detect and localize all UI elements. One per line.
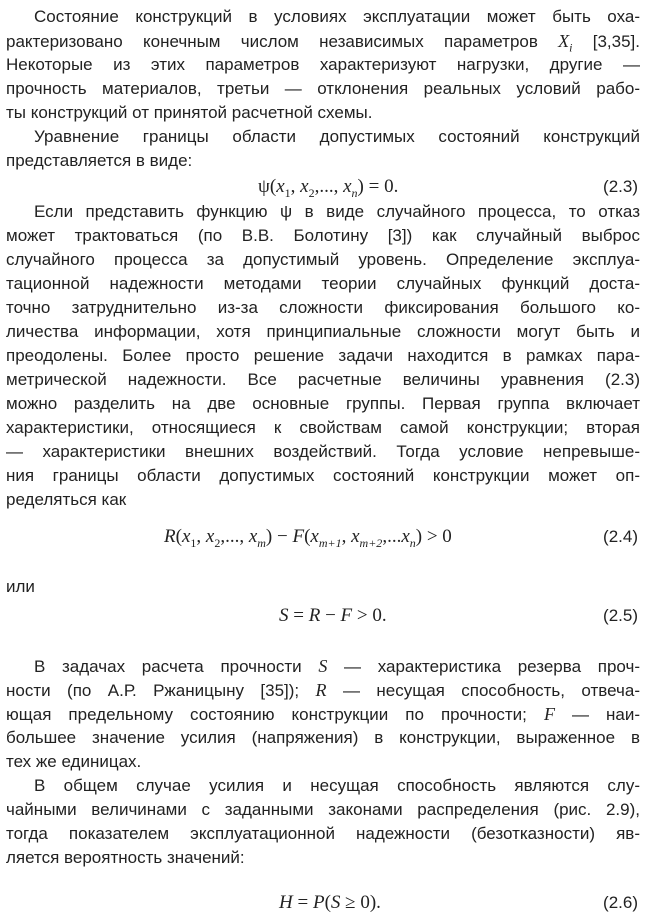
- text-line: тех же единицах.: [6, 752, 142, 771]
- text-line: рактеризовано конечным числом независимых параметров $X_i$ [3,35].: [6, 31, 640, 55]
- text-line: В общем случае усилия и несущая способность являются слу-: [34, 776, 640, 795]
- text-line: Уравнение границы области допустимых состояний конструкций: [34, 127, 640, 146]
- equation-number: (2.3): [603, 177, 638, 196]
- text-line: представляется в виде:: [6, 151, 193, 170]
- text-line: точно затруднительно из-за сложности фиксирования большого ко-: [6, 298, 640, 317]
- equation-number: (2.5): [603, 606, 638, 625]
- text-line: Некоторые из этих параметров характеризуют нагрузки, другие —: [6, 55, 640, 74]
- text-line: ния границы области допустимых состояний конструкции может оп-: [6, 466, 640, 485]
- formula: $R(x_1$, $x_2$,..., $x_m) - F(x_{m+1}$, $x_{m+2},...x_n) > 0$: [164, 526, 452, 550]
- text-line: можно разделить на две основные группы. Первая группа включает: [6, 394, 640, 413]
- text-line: ляется вероятность значений:: [6, 848, 245, 867]
- text-line: личества информации, хотя принципиальные сложности могут быть и: [6, 322, 640, 341]
- text-line: Состояние конструкций в условиях эксплуатации может быть оха-: [34, 7, 640, 26]
- text-line: большее значение усилия (напряжения) в конструкции, выраженное в: [6, 728, 640, 747]
- formula: $\psi(x_1$, $x_2$,..., $x_n) = 0$.: [258, 176, 399, 200]
- formula: S = R − F > 0.: [279, 605, 387, 626]
- text-line: тогда показателем эксплуатационной надежности (безотказности) яв-: [6, 824, 640, 843]
- text-line: преодолены. Более просто решение задачи находится в рамках пара-: [6, 346, 640, 365]
- text-line: метрической надежности. Все расчетные величины уравнения (2.3): [6, 370, 640, 389]
- text-line: ты конструкций от принятой расчетной схемы.: [6, 103, 373, 122]
- text-line: В задачах расчета прочности S — характеристика резерва проч-: [34, 656, 640, 676]
- text-line: прочность материалов, третьи — отклонения реальных условий рабо-: [6, 79, 640, 98]
- text-line: может трактоваться (по В.В. Болотину [3]) как случайный выброс: [6, 226, 640, 245]
- equation-number: (2.6): [603, 893, 638, 912]
- text-line: или: [6, 577, 35, 596]
- formula: H = P(S ≥ 0).: [279, 892, 381, 913]
- text-line: характеристики, относящиеся к свойствам самой конструкции; вторая: [6, 418, 640, 437]
- text-line: — характеристики внешних воздействий. Тогда условие непревыше-: [6, 442, 640, 461]
- text-line: тационной надежности методами теории случайных функций доста-: [6, 274, 640, 293]
- text-line: ности (по А.Р. Ржаницыну [35]); R — несущая способность, отвеча-: [6, 680, 640, 700]
- text-line: Если представить функцию ψ в виде случайного процесса, то отказ: [34, 202, 640, 221]
- text-line: ределяться как: [6, 490, 127, 509]
- text-line: ющая предельному состоянию конструкции по прочности; F — наи-: [6, 704, 640, 724]
- text-line: чайными величинами с заданными законами распределения (рис. 2.9),: [6, 800, 640, 819]
- equation-number: (2.4): [603, 527, 638, 546]
- text-line: случайного процесса за допустимый уровень. Определение эксплуа-: [6, 250, 640, 269]
